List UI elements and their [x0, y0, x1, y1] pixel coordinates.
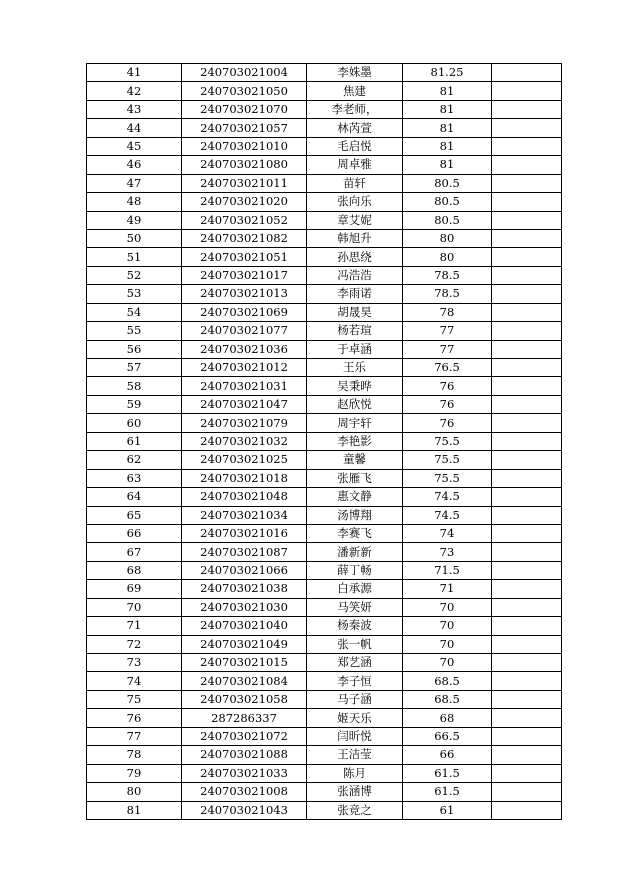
name-cell: 陈月: [307, 764, 403, 782]
score-cell: 78: [403, 303, 492, 321]
note-cell: [492, 340, 562, 358]
table-row: [87, 617, 562, 635]
student-id-cell: 240703021087: [182, 543, 307, 561]
table-row: [87, 156, 562, 174]
student-id-cell: 240703021004: [182, 64, 307, 82]
student-id-cell: 240703021036: [182, 340, 307, 358]
score-cell: 71.5: [403, 561, 492, 579]
score-cell: 76: [403, 377, 492, 395]
score-cell: 81: [403, 100, 492, 118]
rank-cell: 47: [87, 174, 182, 192]
rank-cell: 44: [87, 119, 182, 137]
score-cell: 61: [403, 801, 492, 819]
table-row: [87, 672, 562, 690]
table-row: [87, 414, 562, 432]
score-cell: 81: [403, 82, 492, 100]
rank-cell: 71: [87, 617, 182, 635]
rank-cell: 81: [87, 801, 182, 819]
rank-cell: 46: [87, 156, 182, 174]
student-id-cell: 240703021018: [182, 469, 307, 487]
rank-cell: 64: [87, 488, 182, 506]
score-cell: 81.25: [403, 64, 492, 82]
table-row: [87, 229, 562, 247]
name-cell: 王乐: [307, 359, 403, 377]
student-id-cell: 240703021080: [182, 156, 307, 174]
rank-cell: 69: [87, 580, 182, 598]
name-cell: 李子恒: [307, 672, 403, 690]
student-id-cell: 240703021052: [182, 211, 307, 229]
note-cell: [492, 193, 562, 211]
name-cell: 惠文静: [307, 488, 403, 506]
note-cell: [492, 322, 562, 340]
student-id-cell: 240703021012: [182, 359, 307, 377]
student-id-cell: 240703021070: [182, 100, 307, 118]
name-cell: 于卓涵: [307, 340, 403, 358]
student-id-cell: 240703021047: [182, 395, 307, 413]
student-id-cell: 240703021038: [182, 580, 307, 598]
rank-cell: 56: [87, 340, 182, 358]
rank-cell: 50: [87, 229, 182, 247]
student-id-cell: 240703021010: [182, 137, 307, 155]
student-id-cell: 240703021050: [182, 82, 307, 100]
note-cell: [492, 137, 562, 155]
rank-cell: 59: [87, 395, 182, 413]
note-cell: [492, 543, 562, 561]
rank-cell: 52: [87, 266, 182, 284]
note-cell: [492, 524, 562, 542]
table-row: [87, 340, 562, 358]
note-cell: [492, 414, 562, 432]
table-row: [87, 524, 562, 542]
rank-cell: 54: [87, 303, 182, 321]
rank-cell: 62: [87, 451, 182, 469]
note-cell: [492, 598, 562, 616]
name-cell: 周宇轩: [307, 414, 403, 432]
note-cell: [492, 119, 562, 137]
student-id-cell: 240703021040: [182, 617, 307, 635]
score-cell: 74.5: [403, 488, 492, 506]
table-row: [87, 285, 562, 303]
table-row: [87, 64, 562, 82]
score-cell: 81: [403, 119, 492, 137]
score-cell: 80: [403, 229, 492, 247]
name-cell: 童馨: [307, 451, 403, 469]
score-cell: 70: [403, 598, 492, 616]
name-cell: 杨若瑄: [307, 322, 403, 340]
rank-cell: 49: [87, 211, 182, 229]
table-row: [87, 248, 562, 266]
note-cell: [492, 64, 562, 82]
note-cell: [492, 266, 562, 284]
score-cell: 76: [403, 414, 492, 432]
note-cell: [492, 174, 562, 192]
rank-cell: 73: [87, 654, 182, 672]
score-cell: 75.5: [403, 451, 492, 469]
table-row: [87, 359, 562, 377]
note-cell: [492, 654, 562, 672]
table-row: [87, 469, 562, 487]
rank-cell: 61: [87, 432, 182, 450]
rank-cell: 66: [87, 524, 182, 542]
student-id-cell: 240703021069: [182, 303, 307, 321]
score-cell: 70: [403, 617, 492, 635]
name-cell: 张向乐: [307, 193, 403, 211]
rank-cell: 70: [87, 598, 182, 616]
table-row: [87, 783, 562, 801]
table-row: [87, 193, 562, 211]
student-id-cell: 240703021066: [182, 561, 307, 579]
table-row: [87, 119, 562, 137]
rank-cell: 57: [87, 359, 182, 377]
student-id-cell: 240703021082: [182, 229, 307, 247]
note-cell: [492, 100, 562, 118]
student-id-cell: 240703021049: [182, 635, 307, 653]
student-id-cell: 240703021033: [182, 764, 307, 782]
score-cell: 68: [403, 709, 492, 727]
name-cell: 赵欣悦: [307, 395, 403, 413]
results-table-body: [87, 64, 562, 820]
table-row: [87, 137, 562, 155]
student-id-cell: 240703021034: [182, 506, 307, 524]
student-id-cell: 240703021058: [182, 690, 307, 708]
name-cell: 张雁飞: [307, 469, 403, 487]
rank-cell: 75: [87, 690, 182, 708]
name-cell: 张一帆: [307, 635, 403, 653]
table-row: [87, 451, 562, 469]
rank-cell: 78: [87, 746, 182, 764]
table-row: [87, 580, 562, 598]
table-row: [87, 543, 562, 561]
note-cell: [492, 617, 562, 635]
table-row: [87, 395, 562, 413]
name-cell: 韩旭升: [307, 229, 403, 247]
name-cell: 焦建: [307, 82, 403, 100]
rank-cell: 45: [87, 137, 182, 155]
note-cell: [492, 285, 562, 303]
name-cell: 李姝墨: [307, 64, 403, 82]
rank-cell: 65: [87, 506, 182, 524]
note-cell: [492, 801, 562, 819]
student-id-cell: 240703021048: [182, 488, 307, 506]
note-cell: [492, 506, 562, 524]
name-cell: 姬天乐: [307, 709, 403, 727]
rank-cell: 42: [87, 82, 182, 100]
score-cell: 81: [403, 137, 492, 155]
note-cell: [492, 764, 562, 782]
rank-cell: 79: [87, 764, 182, 782]
table-row: [87, 690, 562, 708]
student-id-cell: 240703021016: [182, 524, 307, 542]
table-row: [87, 801, 562, 819]
name-cell: 潘新新: [307, 543, 403, 561]
name-cell: 胡晟昊: [307, 303, 403, 321]
table-row: [87, 561, 562, 579]
name-cell: 白承源: [307, 580, 403, 598]
score-cell: 78.5: [403, 266, 492, 284]
score-cell: 61.5: [403, 764, 492, 782]
score-cell: 81: [403, 156, 492, 174]
student-id-cell: 240703021013: [182, 285, 307, 303]
table-row: [87, 322, 562, 340]
score-cell: 68.5: [403, 690, 492, 708]
name-cell: 毛启悦: [307, 137, 403, 155]
score-cell: 75.5: [403, 469, 492, 487]
note-cell: [492, 395, 562, 413]
score-cell: 76: [403, 395, 492, 413]
student-id-cell: 240703021030: [182, 598, 307, 616]
rank-cell: 74: [87, 672, 182, 690]
note-cell: [492, 432, 562, 450]
table-row: [87, 635, 562, 653]
score-cell: 78.5: [403, 285, 492, 303]
name-cell: 冯浩浩: [307, 266, 403, 284]
rank-cell: 68: [87, 561, 182, 579]
note-cell: [492, 672, 562, 690]
student-id-cell: 240703021025: [182, 451, 307, 469]
table-row: [87, 174, 562, 192]
note-cell: [492, 377, 562, 395]
table-row: [87, 709, 562, 727]
note-cell: [492, 451, 562, 469]
note-cell: [492, 469, 562, 487]
name-cell: 苗轩: [307, 174, 403, 192]
score-cell: 61.5: [403, 783, 492, 801]
table-row: [87, 764, 562, 782]
name-cell: 章艾妮: [307, 211, 403, 229]
note-cell: [492, 303, 562, 321]
results-table: [86, 63, 562, 820]
score-cell: 76.5: [403, 359, 492, 377]
student-id-cell: 240703021020: [182, 193, 307, 211]
note-cell: [492, 709, 562, 727]
student-id-cell: 287286337: [182, 709, 307, 727]
student-id-cell: 240703021088: [182, 746, 307, 764]
rank-cell: 58: [87, 377, 182, 395]
rank-cell: 80: [87, 783, 182, 801]
name-cell: 李雨诺: [307, 285, 403, 303]
table-row: [87, 432, 562, 450]
name-cell: 薛丁畅: [307, 561, 403, 579]
student-id-cell: 240703021072: [182, 727, 307, 745]
note-cell: [492, 229, 562, 247]
rank-cell: 41: [87, 64, 182, 82]
table-row: [87, 100, 562, 118]
table-row: [87, 727, 562, 745]
name-cell: 郑艺涵: [307, 654, 403, 672]
table-row: [87, 746, 562, 764]
note-cell: [492, 156, 562, 174]
student-id-cell: 240703021079: [182, 414, 307, 432]
table-row: [87, 377, 562, 395]
score-cell: 73: [403, 543, 492, 561]
table-row: [87, 506, 562, 524]
student-id-cell: 240703021057: [182, 119, 307, 137]
score-cell: 74.5: [403, 506, 492, 524]
name-cell: 李老师，: [307, 100, 403, 118]
note-cell: [492, 635, 562, 653]
name-cell: 孙思绕: [307, 248, 403, 266]
rank-cell: 55: [87, 322, 182, 340]
note-cell: [492, 690, 562, 708]
student-id-cell: 240703021051: [182, 248, 307, 266]
rank-cell: 76: [87, 709, 182, 727]
note-cell: [492, 359, 562, 377]
rank-cell: 51: [87, 248, 182, 266]
rank-cell: 43: [87, 100, 182, 118]
note-cell: [492, 82, 562, 100]
score-cell: 80.5: [403, 174, 492, 192]
student-id-cell: 240703021011: [182, 174, 307, 192]
note-cell: [492, 211, 562, 229]
name-cell: 张涵博: [307, 783, 403, 801]
note-cell: [492, 783, 562, 801]
score-cell: 77: [403, 322, 492, 340]
name-cell: 周卓雅: [307, 156, 403, 174]
note-cell: [492, 746, 562, 764]
table-row: [87, 82, 562, 100]
table-row: [87, 211, 562, 229]
name-cell: 林芮萱: [307, 119, 403, 137]
student-id-cell: 240703021032: [182, 432, 307, 450]
score-cell: 66.5: [403, 727, 492, 745]
table-row: [87, 266, 562, 284]
student-id-cell: 240703021043: [182, 801, 307, 819]
score-cell: 71: [403, 580, 492, 598]
name-cell: 汤博翔: [307, 506, 403, 524]
name-cell: 王洁莹: [307, 746, 403, 764]
name-cell: 李艳影: [307, 432, 403, 450]
name-cell: 杨秦波: [307, 617, 403, 635]
table-row: [87, 654, 562, 672]
name-cell: 李赛飞: [307, 524, 403, 542]
score-cell: 70: [403, 635, 492, 653]
note-cell: [492, 727, 562, 745]
note-cell: [492, 561, 562, 579]
student-id-cell: 240703021084: [182, 672, 307, 690]
table-row: [87, 598, 562, 616]
rank-cell: 48: [87, 193, 182, 211]
note-cell: [492, 580, 562, 598]
rank-cell: 53: [87, 285, 182, 303]
score-cell: 80.5: [403, 193, 492, 211]
student-id-cell: 240703021031: [182, 377, 307, 395]
student-id-cell: 240703021077: [182, 322, 307, 340]
rank-cell: 77: [87, 727, 182, 745]
name-cell: 马子涵: [307, 690, 403, 708]
rank-cell: 67: [87, 543, 182, 561]
score-cell: 70: [403, 654, 492, 672]
score-cell: 68.5: [403, 672, 492, 690]
table-row: [87, 303, 562, 321]
name-cell: 闫昕悦: [307, 727, 403, 745]
name-cell: 马笑妍: [307, 598, 403, 616]
student-id-cell: 240703021017: [182, 266, 307, 284]
score-cell: 80: [403, 248, 492, 266]
rank-cell: 63: [87, 469, 182, 487]
score-cell: 80.5: [403, 211, 492, 229]
score-cell: 66: [403, 746, 492, 764]
note-cell: [492, 488, 562, 506]
name-cell: 吴秉晔: [307, 377, 403, 395]
score-cell: 74: [403, 524, 492, 542]
name-cell: 张竞之: [307, 801, 403, 819]
table-row: [87, 488, 562, 506]
student-id-cell: 240703021008: [182, 783, 307, 801]
note-cell: [492, 248, 562, 266]
rank-cell: 72: [87, 635, 182, 653]
score-cell: 75.5: [403, 432, 492, 450]
student-id-cell: 240703021015: [182, 654, 307, 672]
rank-cell: 60: [87, 414, 182, 432]
score-cell: 77: [403, 340, 492, 358]
